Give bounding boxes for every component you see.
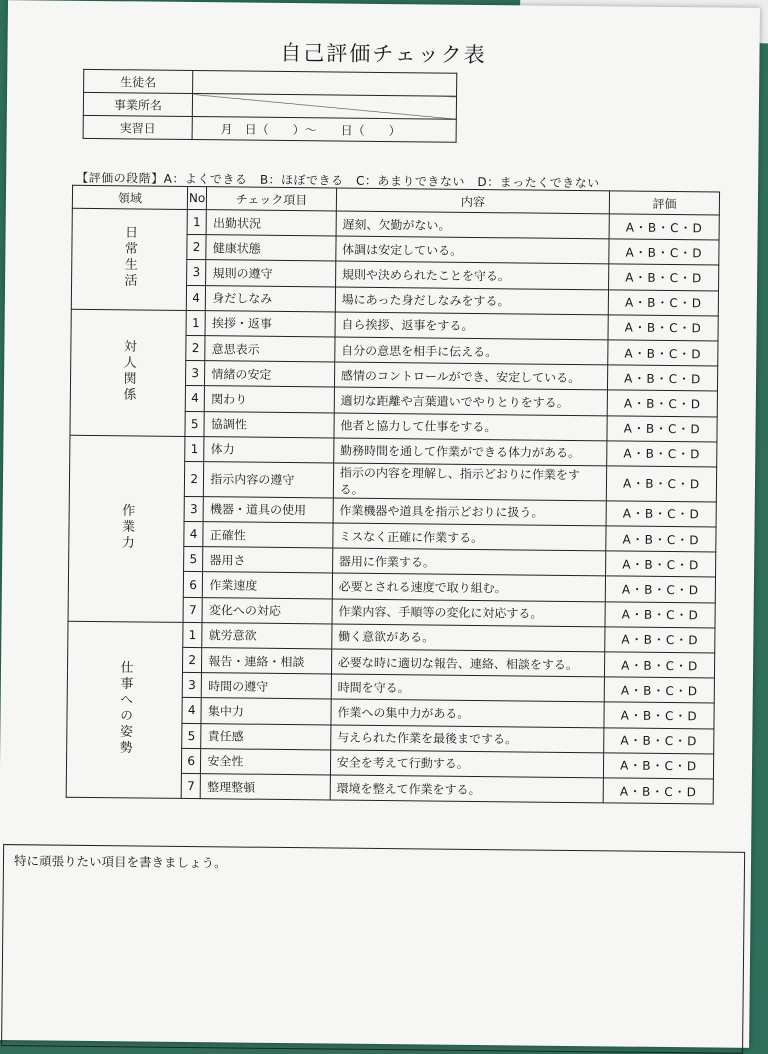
grade-options[interactable]: A・B・C・D: [604, 727, 714, 753]
notes-box[interactable]: [1, 844, 745, 1054]
item-number: 3: [184, 496, 204, 521]
checklist-row: [71, 309, 718, 341]
check-item: 変化への対応: [202, 597, 332, 624]
item-number: 6: [183, 572, 203, 597]
checklist-row: [72, 208, 719, 240]
item-content: 環境を整えて作業をする。: [330, 775, 604, 803]
notes-label: 特に頑張りたい項目を書きましょう。: [13, 853, 227, 871]
check-item: 正確性: [203, 522, 333, 549]
item-number: 4: [185, 386, 205, 411]
grade-options[interactable]: A・B・C・D: [603, 778, 713, 804]
item-number: 2: [187, 235, 207, 260]
item-content: 安全を考えて行動する。: [330, 750, 604, 778]
training-date-label: 実習日: [83, 115, 192, 139]
check-item: 責任感: [201, 723, 331, 750]
item-number: 3: [187, 260, 207, 285]
check-item: 協調性: [204, 411, 334, 438]
check-item: 挨拶・返事: [205, 310, 335, 337]
item-number: 5: [185, 411, 205, 436]
item-number: 4: [182, 698, 202, 723]
item-content: 器用に作業する。: [332, 548, 606, 576]
item-content: 必要とされる速度で取り組む。: [332, 573, 606, 601]
grade-options[interactable]: A・B・C・D: [606, 576, 716, 602]
item-content: 感情のコントロールができ、安定している。: [334, 362, 608, 390]
grade-options[interactable]: A・B・C・D: [605, 652, 715, 678]
check-item: 就労意欲: [202, 622, 332, 649]
item-content: 遅刻、欠勤がない。: [336, 211, 610, 239]
check-item: 時間の遵守: [202, 673, 332, 700]
item-content: ミスなく正確に作業する。: [333, 523, 607, 551]
check-item: 関わり: [205, 386, 335, 413]
checklist-body: [66, 208, 719, 804]
item-content: 与えられた作業を最後までする。: [330, 725, 604, 753]
check-item: 安全性: [201, 748, 331, 775]
item-number: 2: [184, 461, 204, 496]
check-item: 器用さ: [203, 547, 333, 574]
item-content: 場にあった身だしなみをする。: [335, 287, 609, 315]
grade-options[interactable]: A・B・C・D: [604, 677, 714, 703]
area-cell: [66, 621, 183, 799]
header-content: 内容: [336, 188, 610, 214]
item-number: 1: [185, 436, 205, 461]
item-number: 2: [186, 335, 206, 360]
student-info-table: [83, 69, 458, 143]
checklist-table: [66, 185, 720, 805]
item-content: 自分の意思を相手に伝える。: [335, 337, 609, 365]
area-cell: [71, 208, 187, 310]
item-number: 6: [181, 748, 201, 773]
grade-options[interactable]: A・B・C・D: [609, 214, 719, 240]
item-number: 1: [183, 622, 203, 647]
item-content: 他者と協力して仕事をする。: [334, 412, 608, 440]
check-item: 健康状態: [206, 235, 336, 262]
grading-legend: 【評価の段階】A：よくできる B：ほぼできる C：あまりできない D：まったくできない: [76, 170, 600, 191]
check-item: 集中力: [201, 698, 331, 725]
item-content: 適切な距離や言葉遣いでやりとりをする。: [334, 387, 608, 415]
item-content: 作業への集中力がある。: [331, 699, 605, 727]
item-content: 体調は安定している。: [336, 236, 610, 264]
grade-options[interactable]: A・B・C・D: [607, 390, 717, 416]
student-name-label: 生徒名: [84, 69, 193, 93]
grade-options[interactable]: A・B・C・D: [608, 365, 718, 391]
office-name-field[interactable]: [192, 94, 456, 120]
header-area: 領域: [72, 185, 187, 209]
item-content: 規則や決められたことを守る。: [335, 261, 609, 289]
item-number: 7: [181, 773, 201, 798]
item-number: 3: [185, 361, 205, 386]
area-cell: [70, 309, 186, 436]
grade-options[interactable]: A・B・C・D: [607, 466, 717, 502]
grade-options[interactable]: A・B・C・D: [605, 627, 715, 653]
check-item: 報告・連絡・相談: [202, 648, 332, 675]
checklist-row: [68, 621, 715, 653]
area-cell: [68, 435, 185, 622]
grade-options[interactable]: A・B・C・D: [607, 441, 717, 467]
item-content: 働く意欲がある。: [332, 624, 606, 652]
item-number: 4: [186, 285, 206, 310]
item-content: 勤務時間を通して作業ができる体力がある。: [333, 438, 607, 466]
item-number: 7: [183, 597, 203, 622]
check-item: 体力: [204, 436, 334, 463]
grade-options[interactable]: A・B・C・D: [606, 551, 716, 577]
area-label: 対人関係: [120, 338, 136, 404]
student-name-field[interactable]: [193, 71, 457, 97]
grade-options[interactable]: A・B・C・D: [609, 239, 719, 265]
checklist-row: [70, 435, 717, 467]
item-content: 作業内容、手順等の変化に対応する。: [332, 599, 606, 627]
item-content: 指示の内容を理解し、指示どおりに作業をする。: [333, 463, 607, 501]
item-number: 5: [182, 723, 202, 748]
area-label: 日常生活: [121, 225, 138, 290]
check-item: 機器・道具の使用: [203, 497, 333, 524]
header-grade: 評価: [610, 191, 720, 215]
office-name-label: 事業所名: [83, 92, 192, 116]
header-no: No: [187, 186, 207, 209]
grade-options[interactable]: A・B・C・D: [606, 501, 716, 527]
grade-options[interactable]: A・B・C・D: [609, 264, 719, 290]
header-item: チェック項目: [207, 187, 337, 211]
area-label: 仕事への姿勢: [116, 660, 133, 757]
grade-options[interactable]: A・B・C・D: [607, 415, 717, 441]
grade-options[interactable]: A・B・C・D: [608, 315, 718, 341]
grade-options[interactable]: A・B・C・D: [609, 289, 719, 315]
check-item: 意思表示: [205, 336, 335, 363]
grade-options[interactable]: A・B・C・D: [606, 526, 716, 552]
item-number: 2: [182, 647, 202, 672]
check-item: 身だしなみ: [206, 285, 336, 312]
training-date-field[interactable]: 月 日（ ）～ 日（ ）: [192, 116, 456, 142]
check-item: 情緒の安定: [205, 361, 335, 388]
grade-options[interactable]: A・B・C・D: [605, 601, 715, 627]
check-item: 指示内容の遵守: [204, 462, 334, 498]
training-date-row: [83, 115, 456, 142]
grade-options[interactable]: A・B・C・D: [604, 702, 714, 728]
item-content: 必要な時に適切な報告、連絡、相談をする。: [331, 649, 605, 677]
item-number: 4: [184, 521, 204, 546]
check-item: 出勤状況: [206, 210, 336, 237]
grade-options[interactable]: A・B・C・D: [608, 340, 718, 366]
check-item: 整理整頓: [200, 774, 330, 801]
area-label: 作業力: [118, 503, 135, 552]
item-content: 作業機器や道具を指示どおりに扱う。: [333, 498, 607, 526]
item-number: 1: [186, 310, 206, 335]
item-number: 3: [182, 673, 202, 698]
check-item: 作業速度: [203, 572, 333, 599]
item-number: 1: [187, 209, 207, 234]
item-content: 自ら挨拶、返事をする。: [335, 312, 609, 340]
item-number: 5: [184, 547, 204, 572]
grade-options[interactable]: A・B・C・D: [604, 753, 714, 779]
item-content: 時間を守る。: [331, 674, 605, 702]
check-item: 規則の遵守: [206, 260, 336, 287]
sheet-title: 自己評価チェック表: [280, 40, 487, 68]
